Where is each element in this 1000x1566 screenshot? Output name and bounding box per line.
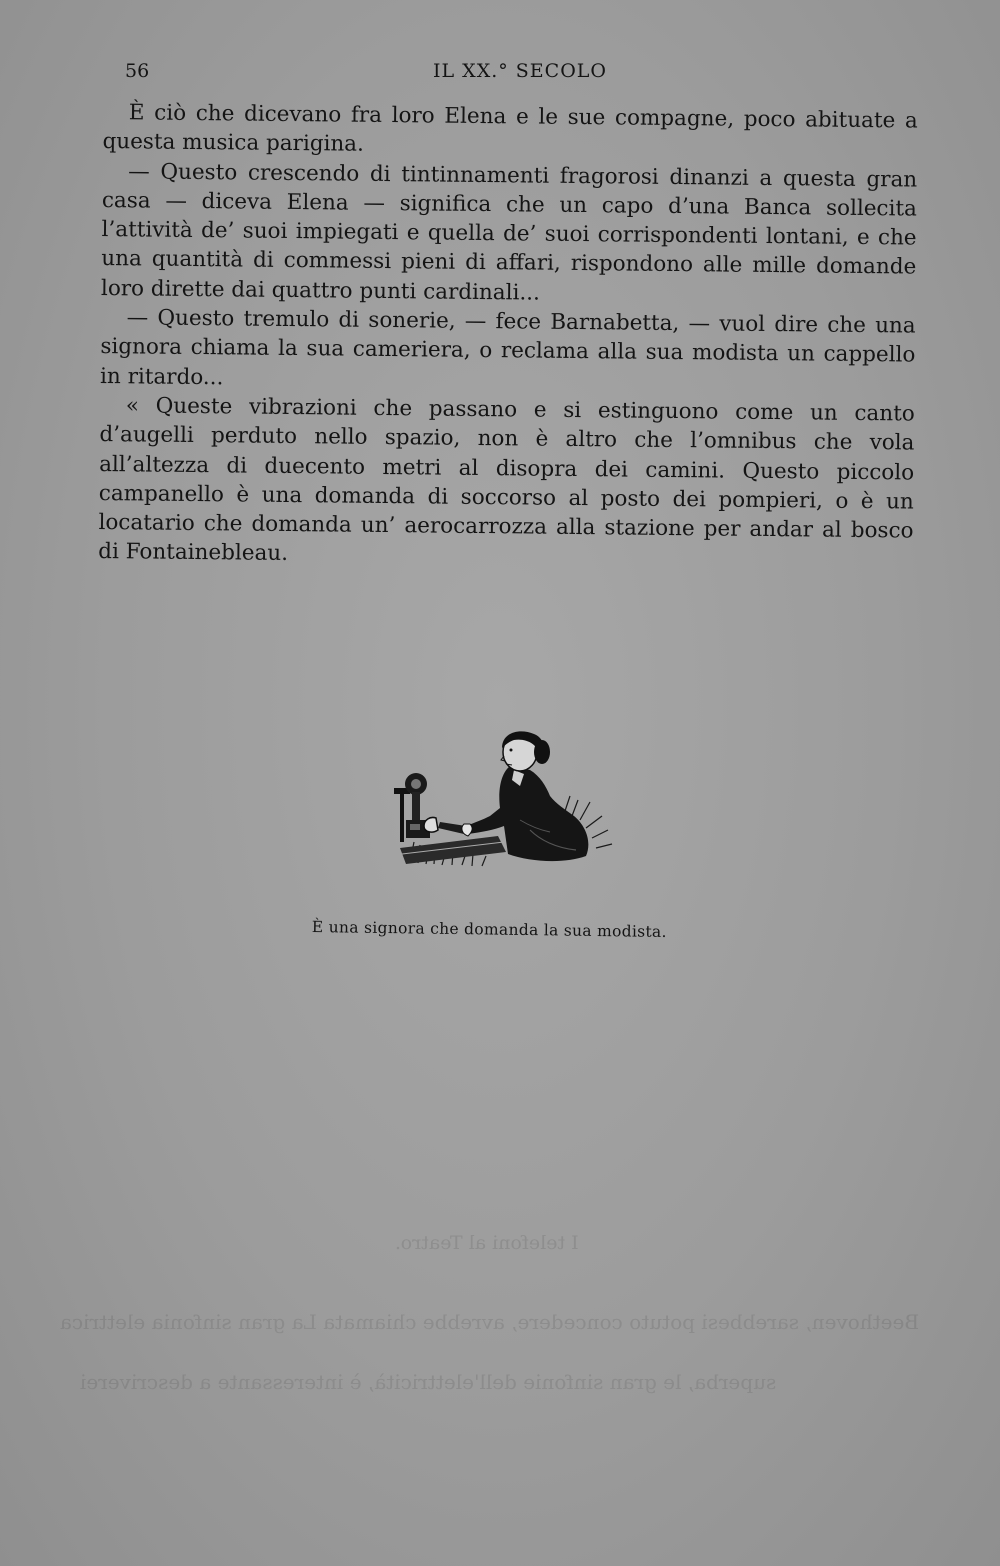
paragraph: È ciò che dicevano fra loro Elena e le sue compagne, poco abituate a questa musica parigina. xyxy=(102,100,918,158)
woman-at-telephone-icon xyxy=(380,730,620,880)
show-through-text: superba, le gran sinfonie dell'elettricità, è interessante a descriverei xyxy=(80,1370,777,1394)
body-text xyxy=(98,98,918,575)
paragraph: — Questo tremulo di sonerie, — fece Barnabetta, — vuol dire che una signora chiama la sua cameriera, o reclama alla sua modista un cappello in ritardo... xyxy=(99,305,916,390)
running-title: IL XX.° SECOLO xyxy=(433,60,607,82)
figure-caption: È una signora che domanda la sua modista. xyxy=(311,918,667,941)
page-number: 56 xyxy=(125,60,150,82)
paragraph: — Questo crescendo di tintinnamenti fragorosi dinanzi a questa gran casa — diceva Elena — significa che un capo d’una Banca sollecita l’attività de’ suoi impiegati e quella de’ suoi corrispondenti lontani, e che una quantità di commessi pieni di affari, rispondono alle mille domande loro dirette dai quattro punti cardinali... xyxy=(100,158,918,306)
page-header xyxy=(125,60,915,90)
woman-at-telephone-illustration xyxy=(380,730,620,880)
paragraph: « Queste vibrazioni che passano e si estinguono come un canto d’augelli perduto nello spazio, non è altro che l’omnibus che vola all’altezza di duecento metri al disopra dei camini. Questo piccolo campanello è una domanda di soccorso al posto dei pompieri, o è un locatario che domanda un’ aerocarrozza alla stazione per andar al bosco di Fontainebleau. xyxy=(98,393,915,567)
show-through-text: Beethoven, sarebbesi potuto concedere, avrebbe chiamata La gran sinfonia elettrica xyxy=(60,1310,920,1334)
show-through-text: I telefoni al Teatro. xyxy=(395,1232,579,1254)
